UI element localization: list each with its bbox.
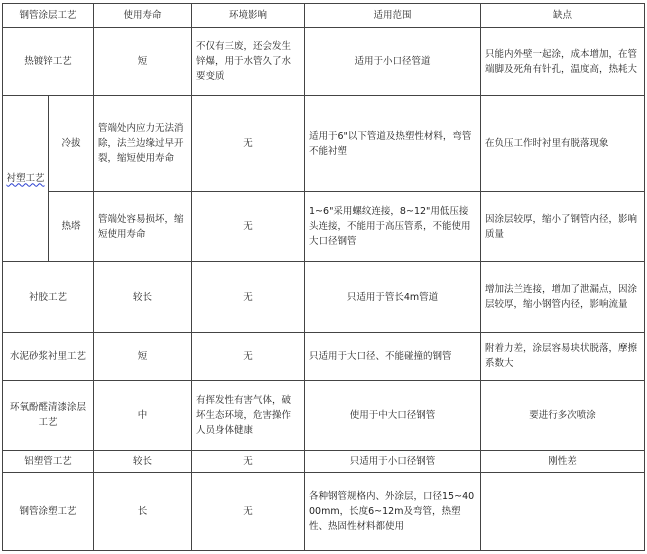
epoxy-defects: 要进行多次喷涂 [481, 380, 645, 450]
lining-cold-scope: 适用于6"以下管道及热塑性材料，弯管不能衬塑 [305, 96, 481, 192]
header-scope: 适用范围 [305, 4, 481, 28]
lining-hot-sub: 热塔 [49, 192, 94, 262]
aluminum-life: 较长 [94, 450, 192, 472]
lining-process-label: 衬塑工艺 [6, 173, 45, 185]
row-lining-hot [3, 192, 645, 262]
header-row [3, 4, 645, 28]
row-epoxy [3, 380, 645, 450]
lining-hot-defects: 因涂层较厚，缩小了钢管内径，影响质量 [481, 192, 645, 262]
hot-dip-environment: 不仅有三废，还会发生锌爆，用于水管久了水要变质 [192, 28, 305, 96]
hot-dip-defects: 只能内外壁一起涂，成本增加，在管端脚及死角有针孔，温度高，热耗大 [481, 28, 645, 96]
plastic-environment: 无 [192, 472, 305, 550]
row-cement [3, 332, 645, 380]
row-plastic [3, 472, 645, 550]
cement-scope: 只适用于大口径、不能碰撞的钢管 [305, 332, 481, 380]
header-life: 使用寿命 [94, 4, 192, 28]
plastic-defects [481, 472, 645, 550]
hot-dip-scope: 适用于小口径管道 [305, 28, 481, 96]
aluminum-environment: 无 [192, 450, 305, 472]
epoxy-life: 中 [94, 380, 192, 450]
cement-defects: 附着力差，涂层容易块状脱落，摩擦系数大 [481, 332, 645, 380]
plastic-scope: 各种钢管规格内、外涂层，口径15~4000mm，长度6~12m及弯管，热塑性、热固性材料都使用 [305, 472, 481, 550]
rubber-defects: 增加法兰连接，增加了泄漏点，因涂层较厚，缩小钢管内径，影响流量 [481, 262, 645, 332]
header-process: 钢管涂层工艺 [3, 4, 94, 28]
epoxy-environment: 有挥发性有害气体，破坏生态环境，危害操作人员身体健康 [192, 380, 305, 450]
plastic-life: 长 [94, 472, 192, 550]
row-hot-dip [3, 28, 645, 96]
epoxy-process: 环氧酚醛清漆涂层工艺 [3, 380, 94, 450]
row-rubber [3, 262, 645, 332]
aluminum-defects: 刚性差 [481, 450, 645, 472]
row-lining-cold [3, 96, 645, 192]
cement-life: 短 [94, 332, 192, 380]
cement-process: 水泥砂浆衬里工艺 [3, 332, 94, 380]
lining-cold-life: 管端处内应力无法消除，法兰边缘过早开裂，缩短使用寿命 [94, 96, 192, 192]
header-defects: 缺点 [481, 4, 645, 28]
lining-hot-scope: 1~6"采用螺纹连接，8~12"用低压接头连接，不能用于高压管系，不能使用大口径钢管 [305, 192, 481, 262]
rubber-life: 较长 [94, 262, 192, 332]
row-aluminum [3, 450, 645, 472]
rubber-process: 衬胶工艺 [3, 262, 94, 332]
rubber-scope: 只适用于管长4m管道 [305, 262, 481, 332]
lining-cold-sub: 冷拔 [49, 96, 94, 192]
aluminum-process: 铝塑管工艺 [3, 450, 94, 472]
lining-cold-defects: 在负压工作时衬里有脱落现象 [481, 96, 645, 192]
plastic-process: 钢管涂塑工艺 [3, 472, 94, 550]
lining-process [3, 96, 49, 262]
lining-cold-environment: 无 [192, 96, 305, 192]
cement-environment: 无 [192, 332, 305, 380]
rubber-environment: 无 [192, 262, 305, 332]
lining-hot-environment: 无 [192, 192, 305, 262]
hot-dip-life: 短 [94, 28, 192, 96]
hot-dip-process: 热镀锌工艺 [3, 28, 94, 96]
epoxy-scope: 使用于中大口径钢管 [305, 380, 481, 450]
header-environment: 环境影响 [192, 4, 305, 28]
lining-hot-life: 管端处容易损坏，缩短使用寿命 [94, 192, 192, 262]
aluminum-scope: 只适用于小口径钢管 [305, 450, 481, 472]
coating-process-comparison-table [2, 3, 644, 551]
